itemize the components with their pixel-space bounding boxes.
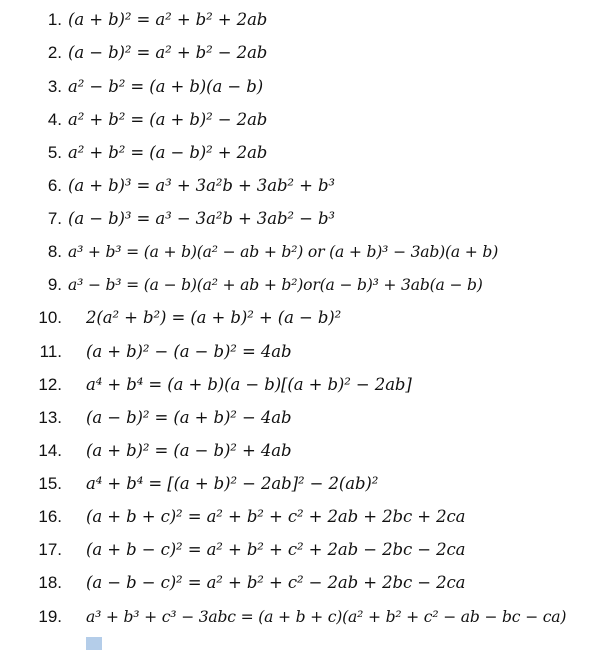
- formula-number: 13.: [38, 408, 62, 427]
- formula-number: 1.: [47, 10, 62, 29]
- formula-text: (a − b − c)² = a² + b² + c² − 2ab + 2bc − 2ca: [86, 573, 466, 592]
- formula-number: 16.: [38, 507, 62, 526]
- formula-text: a⁴ + b⁴ = [(a + b)² − 2ab]² − 2(ab)²: [86, 474, 379, 493]
- formula-number: 12.: [38, 375, 62, 394]
- formula-number: 3.: [47, 77, 62, 96]
- formula-text: a² − b² = (a + b)(a − b): [68, 77, 264, 96]
- formula-text: (a + b)² = a² + b² + 2ab: [68, 10, 268, 29]
- formula-text: (a + b)² − (a − b)² = 4ab: [86, 342, 292, 361]
- formula-number: 8.: [47, 242, 62, 261]
- formula-text: a² + b² = (a − b)² + 2ab: [68, 143, 268, 162]
- formula-text: (a − b)² = (a + b)² − 4ab: [86, 408, 292, 427]
- formula-text: a² + b² = (a + b)² − 2ab: [68, 110, 268, 129]
- formula-text: (a − b)³ = a³ − 3a²b + 3ab² − b³: [68, 209, 335, 228]
- formula-text: (a + b)³ = a³ + 3a²b + 3ab² + b³: [68, 176, 335, 195]
- formula-text: (a + b + c)² = a² + b² + c² + 2ab + 2bc + 2ca: [86, 507, 466, 526]
- formula-number: 6.: [47, 176, 62, 195]
- formula-text: a³ − b³ = (a − b)(a² + ab + b²)or(a − b)³ + 3ab(a − b): [68, 276, 483, 294]
- formula-number: 18.: [38, 573, 62, 592]
- formula-text: a³ + b³ + c³ − 3abc = (a + b + c)(a² + b² + c² − ab − bc − ca): [86, 608, 567, 626]
- formula-number: 4.: [47, 110, 62, 129]
- formula-number: 17.: [38, 540, 62, 559]
- formula-text: (a − b)² = a² + b² − 2ab: [68, 43, 268, 62]
- formula-text: (a + b − c)² = a² + b² + c² + 2ab − 2bc − 2ca: [86, 540, 466, 559]
- formula-number: 19.: [38, 607, 62, 626]
- formula-number: 14.: [38, 441, 62, 460]
- formula-number: 7.: [47, 209, 62, 228]
- formula-text: a⁴ + b⁴ = (a + b)(a − b)[(a + b)² − 2ab]: [86, 375, 412, 394]
- selection-marker: [86, 637, 102, 650]
- formula-number: 2.: [47, 43, 62, 62]
- formula-text: a³ + b³ = (a + b)(a² − ab + b²) or (a + b)³ − 3ab)(a + b): [68, 243, 499, 261]
- formula-text: 2(a² + b²) = (a + b)² + (a − b)²: [86, 308, 342, 327]
- formula-text: (a + b)² = (a − b)² + 4ab: [86, 441, 292, 460]
- formula-number: 10.: [38, 308, 62, 327]
- formula-number: 15.: [38, 474, 62, 493]
- formula-number: 11.: [39, 342, 62, 361]
- formula-number: 9.: [47, 275, 62, 294]
- formula-number: 5.: [47, 143, 62, 162]
